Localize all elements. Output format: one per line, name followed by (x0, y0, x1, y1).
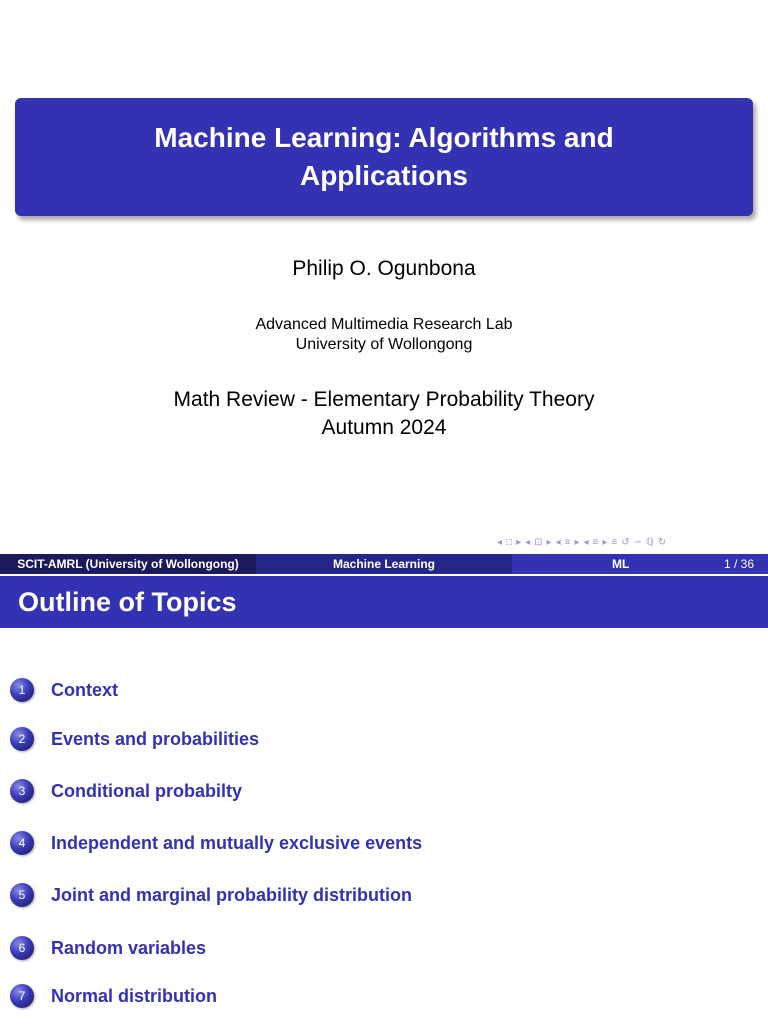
nav-back-icon[interactable]: ↺ (621, 536, 630, 548)
frame-title: Outline of Topics (18, 586, 237, 617)
nav-prev-icon[interactable]: ◂ (583, 536, 589, 548)
nav-prev-icon[interactable]: ◂ (555, 536, 561, 548)
nav-frame-icon[interactable]: □ (506, 536, 513, 548)
toc-item-label[interactable]: Joint and marginal probability distribution (51, 884, 413, 905)
toc-item[interactable] (10, 726, 259, 752)
toc-item-label[interactable]: Conditional probabilty (51, 780, 242, 801)
author-name: Philip O. Ogunbona (292, 257, 476, 280)
section-number-ball-icon: 6 (10, 936, 34, 960)
toc-item[interactable] (10, 882, 412, 908)
nav-prev-icon[interactable]: ◂ (497, 536, 503, 548)
section-number-ball-icon: 1 (10, 678, 34, 702)
institute-lab: Advanced Multimedia Research Lab (255, 316, 513, 333)
toc-item[interactable] (10, 677, 118, 703)
footer-page-number: 1 / 36 (723, 557, 754, 571)
footer-short-title: ML (612, 557, 630, 571)
section-number-ball-icon: 7 (10, 984, 34, 1008)
institute (0, 315, 768, 355)
toc-item[interactable] (10, 983, 217, 1009)
nav-search-icon[interactable]: ℚ (646, 536, 654, 548)
section-number-ball-icon: 2 (10, 727, 34, 751)
date-line: Autumn 2024 (321, 416, 447, 439)
outline-slide (0, 576, 768, 1024)
toc-item-label[interactable]: Events and probabilities (51, 728, 260, 749)
section-number-ball-icon: 5 (10, 883, 34, 907)
nav-subsection-icon[interactable]: ⊡ (534, 536, 543, 548)
nav-prev-icon[interactable]: ◂ (525, 536, 531, 548)
nav-next-icon[interactable]: ▸ (516, 536, 522, 548)
toc-item-label[interactable]: Independent and mutually exclusive events (51, 832, 423, 853)
nav-next-icon[interactable]: ▸ (546, 536, 552, 548)
nav-document-icon[interactable]: ≡ (592, 536, 599, 548)
toc-item-label[interactable]: Normal distribution (51, 985, 217, 1006)
title-box (15, 98, 753, 216)
nav-next-icon[interactable]: ▸ (602, 536, 608, 548)
toc-item-label[interactable]: Context (51, 679, 118, 700)
nav-appendix-icon[interactable]: ∽ (633, 536, 642, 548)
footer-right (512, 554, 768, 574)
toc-item-label[interactable]: Random variables (51, 937, 207, 958)
toc-item[interactable] (10, 935, 206, 961)
section-number-ball-icon: 3 (10, 779, 34, 803)
nav-forward-icon[interactable]: ↻ (657, 536, 667, 548)
institute-university: University of Wollongong (295, 336, 473, 353)
navigation-symbols[interactable] (497, 535, 666, 549)
nav-toc-icon[interactable]: ≡ (611, 536, 618, 548)
subtitle-block (0, 386, 768, 442)
toc-item[interactable] (10, 778, 242, 804)
section-number-ball-icon: 4 (10, 831, 34, 855)
footer-title: Machine Learning (256, 554, 512, 574)
presentation-title: Machine Learning: Algorithms and Applications (154, 122, 614, 191)
subject-line: Math Review - Elementary Probability Theory (173, 388, 595, 411)
nav-next-icon[interactable]: ▸ (574, 536, 580, 548)
footline (0, 554, 768, 574)
toc-item[interactable] (10, 830, 422, 856)
frame-title-bar (0, 576, 768, 628)
footer-author: SCIT-AMRL (University of Wollongong) (0, 554, 256, 574)
nav-section-icon[interactable]: ≡ (564, 536, 571, 548)
